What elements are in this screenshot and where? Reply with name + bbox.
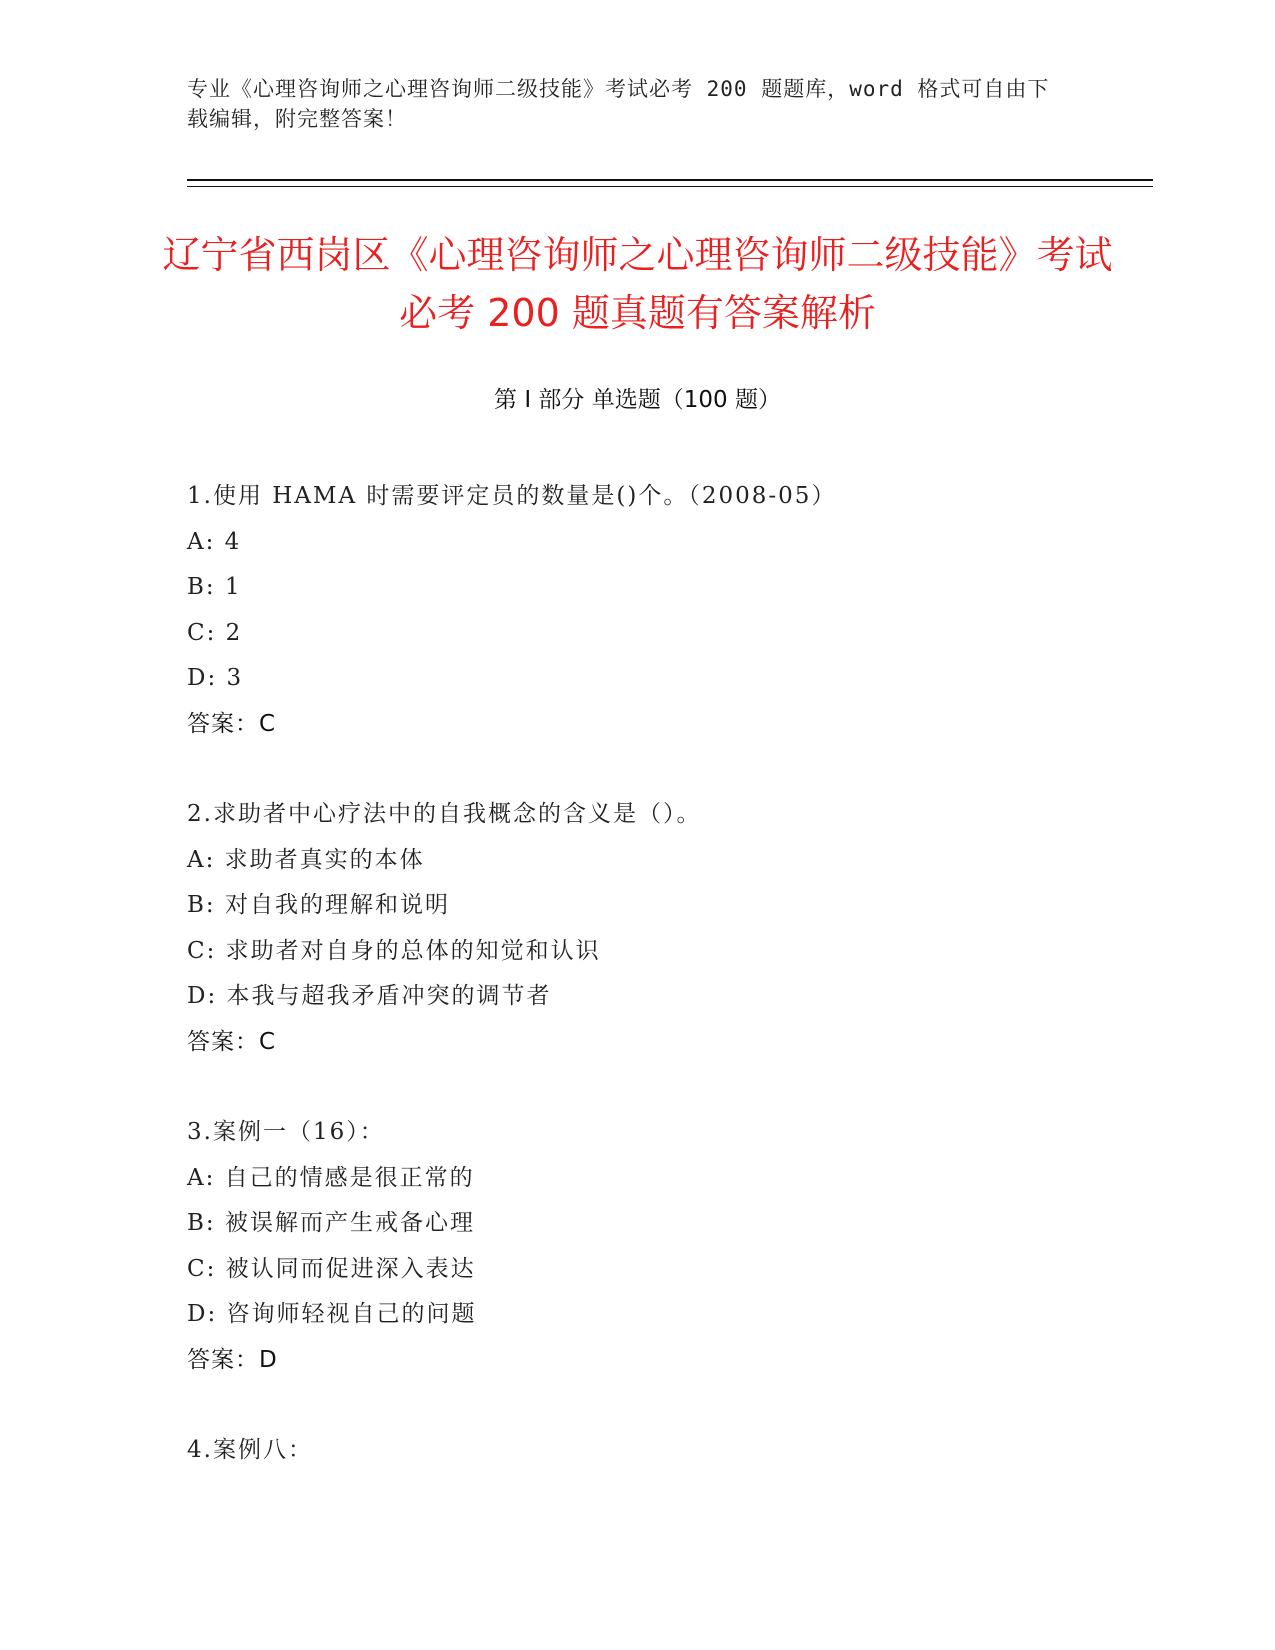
answer: 答案：D bbox=[187, 1346, 278, 1373]
question-stem: 2.求助者中心疗法中的自我概念的含义是（）。 bbox=[187, 801, 702, 827]
option-a: A: 自己的情感是很正常的 bbox=[187, 1164, 475, 1191]
question-stem: 4.案例八： bbox=[187, 1437, 313, 1463]
answer: 答案：C bbox=[187, 710, 277, 737]
question-stem: 1.使用 HAMA 时需要评定员的数量是()个。（2008-05） bbox=[187, 483, 837, 509]
question-2 bbox=[187, 792, 1087, 1065]
header-rule-thin bbox=[187, 186, 1153, 187]
option-c: C: 求助者对自身的总体的知觉和认识 bbox=[187, 937, 601, 964]
question-3 bbox=[187, 1110, 1087, 1383]
answer: 答案：C bbox=[187, 1028, 277, 1055]
option-c: C: 2 bbox=[187, 619, 243, 646]
option-d: D: 3 bbox=[187, 665, 244, 691]
question-stem: 3.案例一（16）： bbox=[187, 1119, 385, 1145]
header-note: 专业《心理咨询师之心理咨询师二级技能》考试必考 200 题题库，word 格式可自由下载编辑，附完整答案！ bbox=[187, 77, 1050, 131]
option-d: D: 本我与超我矛盾冲突的调节者 bbox=[187, 983, 552, 1009]
option-d: D: 咨询师轻视自己的问题 bbox=[187, 1301, 477, 1327]
question-1 bbox=[187, 474, 1087, 747]
header-rule-thick bbox=[187, 179, 1153, 181]
option-b: B: 被误解而产生戒备心理 bbox=[187, 1210, 475, 1236]
option-b: B: 1 bbox=[187, 574, 242, 600]
option-b: B: 对自我的理解和说明 bbox=[187, 892, 450, 918]
section-title: 第 I 部分 单选题（100 题） bbox=[494, 387, 781, 413]
option-a: A: 求助者真实的本体 bbox=[187, 846, 425, 873]
option-a: A: 4 bbox=[187, 528, 242, 555]
document-title: 辽宁省西岗区《心理咨询师之心理咨询师二级技能》考试必考 200 题真题有答案解析 bbox=[162, 233, 1113, 335]
option-c: C: 被认同而促进深入表达 bbox=[187, 1255, 476, 1282]
question-4 bbox=[187, 1428, 1087, 1474]
